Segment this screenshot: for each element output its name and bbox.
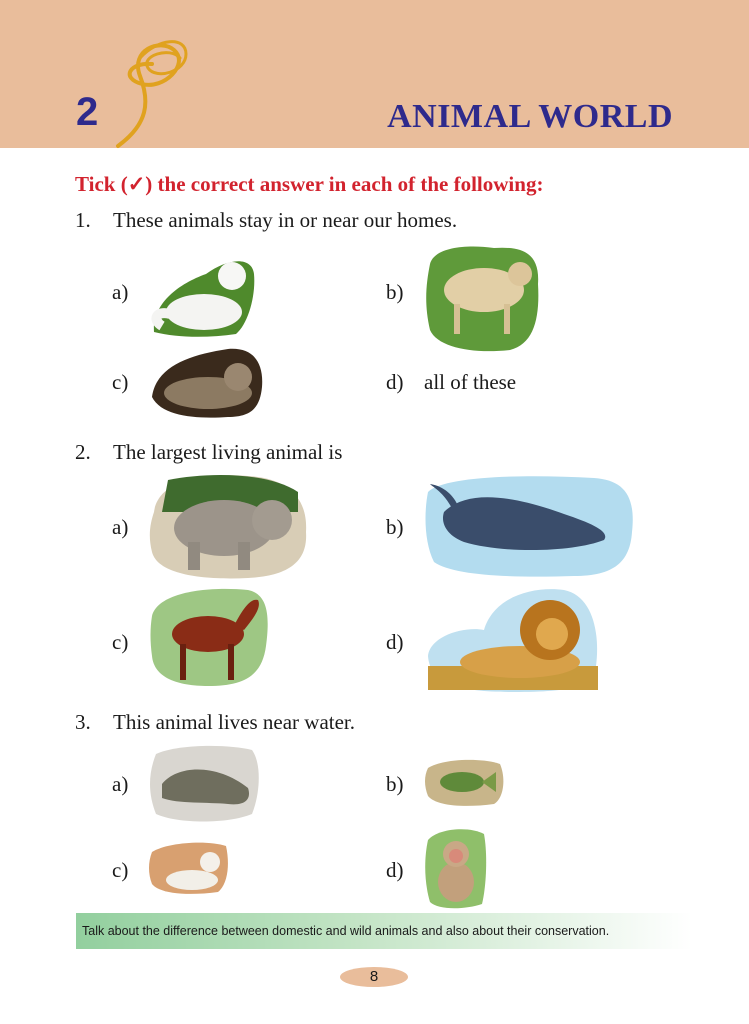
cat-picture[interactable] xyxy=(148,347,264,419)
elephant-picture[interactable] xyxy=(148,472,310,580)
option-label[interactable]: a) xyxy=(112,772,129,796)
crocodile-picture[interactable] xyxy=(148,744,262,824)
question-text: This animal lives near water. xyxy=(113,710,356,734)
chapter-title: ANIMAL WORLD xyxy=(387,98,673,135)
fish-picture[interactable] xyxy=(424,758,506,808)
question-3 xyxy=(75,710,355,735)
option-text[interactable]: all of these xyxy=(424,370,517,394)
monkey-picture[interactable] xyxy=(424,826,488,910)
dog-picture[interactable] xyxy=(148,254,256,338)
option-label[interactable]: b) xyxy=(386,772,404,796)
question-number: 2. xyxy=(75,440,91,464)
option-label[interactable]: b) xyxy=(386,280,404,304)
option-label[interactable]: c) xyxy=(112,858,129,882)
option-label[interactable]: d) xyxy=(386,858,404,882)
lion-picture[interactable] xyxy=(424,586,598,692)
option-label[interactable]: a) xyxy=(112,280,129,304)
question-text: These animals stay in or near our homes. xyxy=(113,208,458,232)
option-label[interactable]: c) xyxy=(112,630,129,654)
cat-picture[interactable] xyxy=(148,840,230,896)
option-label[interactable]: a) xyxy=(112,515,129,539)
page-number: 8 xyxy=(340,967,408,987)
question-text: The largest living animal is xyxy=(113,440,343,464)
instruction-text: Tick (✓) the correct answer in each of the following: xyxy=(75,172,544,196)
option-label[interactable]: d) xyxy=(386,370,404,394)
horse-picture[interactable] xyxy=(148,586,270,688)
option-label[interactable]: c) xyxy=(112,370,129,394)
question-1 xyxy=(75,208,457,233)
chapter-number: 2 xyxy=(76,90,99,134)
squiggle-decoration-icon xyxy=(100,28,200,150)
cow-picture[interactable] xyxy=(424,244,540,352)
chapter-header xyxy=(0,0,749,148)
option-label[interactable]: d) xyxy=(386,630,404,654)
question-2 xyxy=(75,440,342,465)
whale-picture[interactable] xyxy=(424,472,636,578)
teacher-note: Talk about the difference between domestic and wild animals and also about their conservation. xyxy=(76,913,692,949)
option-label[interactable]: b) xyxy=(386,515,404,539)
question-number: 1. xyxy=(75,208,91,232)
question-number: 3. xyxy=(75,710,91,734)
